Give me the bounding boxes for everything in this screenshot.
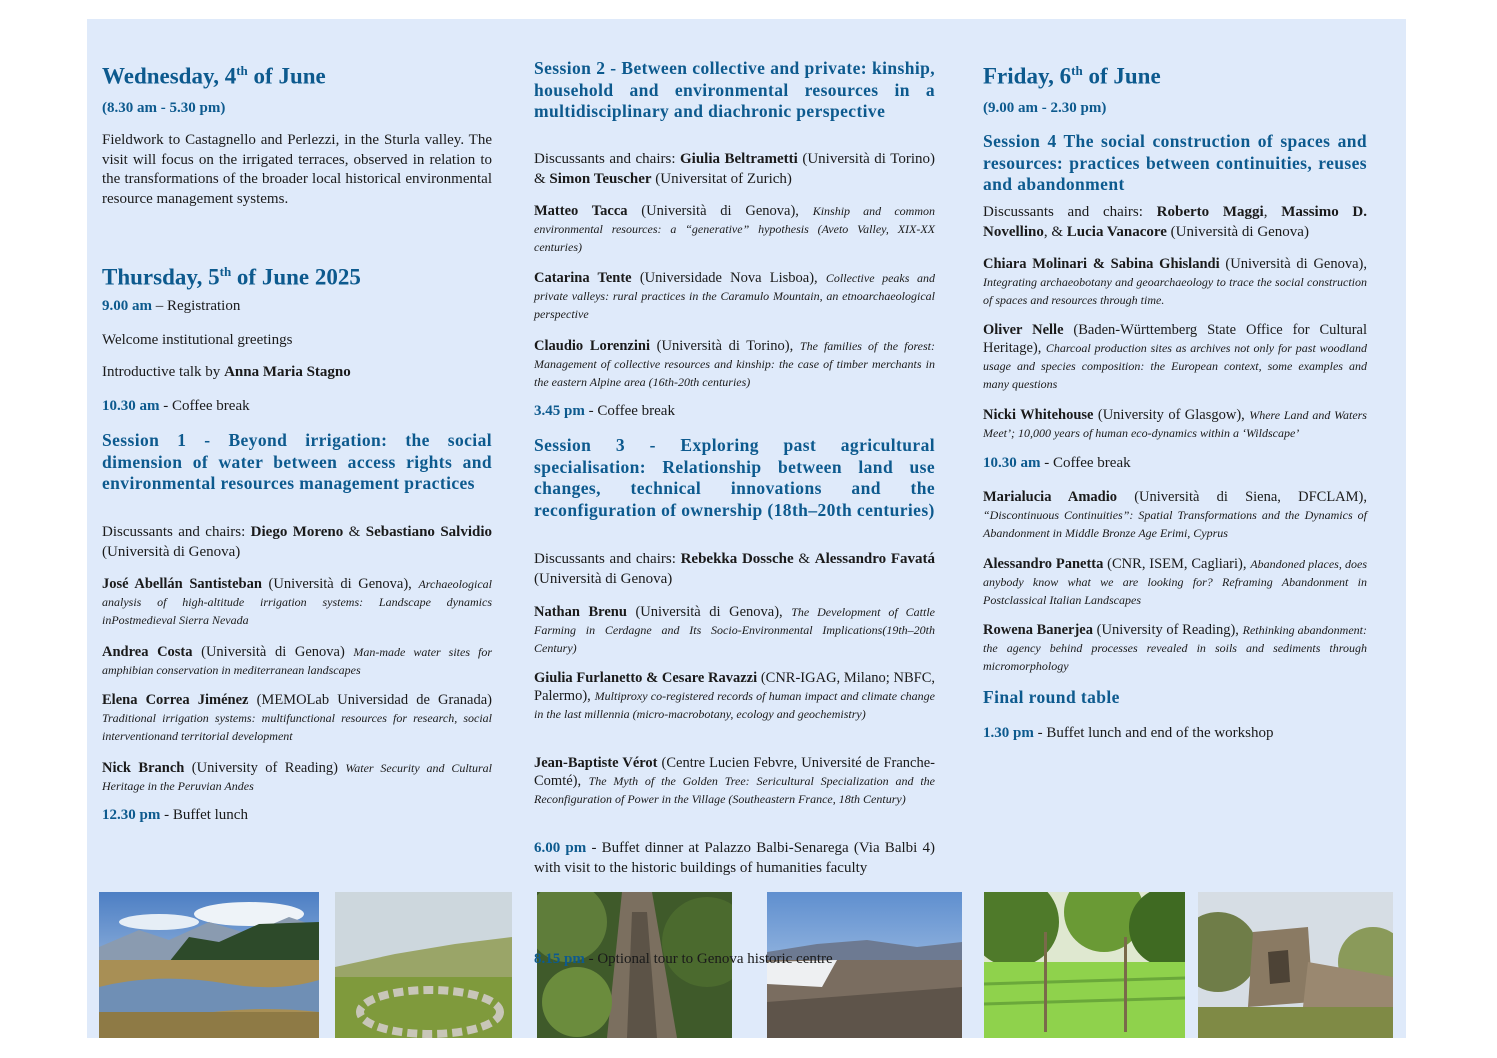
end-of-workshop: 1.30 pm - Buffet lunch and end of the workshop [983,725,1274,741]
fieldwork-text: Fieldwork to Castagnello and Perlezzi, in the Sturla valley. The visit will focus on the irrigated terraces, observed in relation to the transformations of the broader local historical environmental resource management systems. [102,132,492,207]
programme-panel [87,19,1406,1038]
session-2-title: Session 2 - Between collective and private: kinship, household and environmental resources in a multidisciplinary and diachronic perspective [534,58,935,121]
session-1-chairs: Discussants and chairs: Diego Moreno & Sebastiano Salvidio (Università di Genova) [102,524,493,560]
optional-tour: 8.15 pm - Optional tour to Genova historic centre [534,951,833,967]
photo-stone-ruin [1198,892,1393,1038]
photo-wetland-meadow [99,892,319,1038]
talk-tente: Catarina Tente (Universidade Nova Lisboa), Collective peaks and private valleys: rural practices in the Caramulo Mountain, an etnoarchaeological perspective [534,270,936,321]
buffet-lunch-thursday: 12.30 pm - Buffet lunch [102,807,248,823]
wednesday-time: (8.30 am - 5.30 pm) [102,100,226,116]
buffet-dinner: 6.00 pm - Buffet dinner at Palazzo Balbi-Senarega (Via Balbi 4) with visit to the historic buildings of humanities faculty [534,840,935,876]
talk-whitehouse: Nicki Whitehouse (University of Glasgow), Where Land and Waters Meet’; 10,000 years of human eco-dynamics within a ‘Wildscape’ [983,407,1367,440]
session-2-chairs: Discussants and chairs: Giulia Beltrametti (Università di Torino) & Simon Teuscher (Universitat of Zurich) [534,151,935,187]
talk-molinari-ghislandi: Chiara Molinari & Sabina Ghislandi (Università di Genova), Integrating archaeobotany and geoarchaeology to trace the social construction of spaces and resources through time. [983,256,1367,307]
photo-green-terraces [984,892,1185,1038]
introductive-talk: Introductive talk by Anna Maria Stagno [102,364,351,380]
talk-amadio: Marialucia Amadio (Università di Siena, DFCLAM), “Discontinuous Continuities”: Spatial Transformations and the Dynamics of Abandonment in Middle Bronze Age Erimi, Cyprus [983,489,1367,540]
talk-banerjea: Rowena Banerjea (University of Reading), Rethinking abandonment: the agency behind processes revealed in soils and sediments through micromorphology [983,622,1367,673]
session-1-title: Session 1 - Beyond irrigation: the social dimension of water between access rights and environmental resources management practices [102,430,492,493]
talk-nelle: Oliver Nelle (Baden-Württemberg State Office for Cultural Heritage), Charcoal production sites as archives not only for past woodland usage and species composition: the European context, some examples and many questions [983,322,1367,391]
session-3-chairs: Discussants and chairs: Rebekka Dossche & Alessandro Favatá (Università di Genova) [534,551,936,587]
talk-correa: Elena Correa Jiménez (MEMOLab Universidad de Granada) Traditional irrigation systems: multifunctional resources for research, social interventionand territorial development [102,692,492,743]
talk-tacca: Matteo Tacca (Università di Genova), Kinship and common environmental resources: a “generative” hypothesis (Aveto Valley, XIX-XX centuries) [534,203,935,254]
talk-costa: Andrea Costa (Università di Genova) Man-made water sites for amphibian conservation in mediterranean landscapes [102,644,492,677]
photo-stone-circle [335,892,512,1038]
talk-lorenzini: Claudio Lorenzini (Università di Torino), The families of the forest: Management of collective resources and kinship: the case of timber merchants in the eastern Alpine area (16th-20th centuries) [534,338,935,389]
talk-furlanetto-ravazzi: Giulia Furlanetto & Cesare Ravazzi (CNR-IGAG, Milano; NBFC, Palermo), Multiproxy co-registered records of human impact and climate change in the last millennia (micro-macrobotany, ecology and geochemistry) [534,670,935,721]
session-3-title: Session 3 - Exploring past agricultural specialisation: Relationship between land use changes, technical innovations and the reconfiguration of ownership (18th–20th centuries) [534,435,935,520]
coffee-break-thursday: 10.30 am - Coffee break [102,398,250,414]
talk-brenu: Nathan Brenu (Università di Genova), The Development of Cattle Farming in Cerdagne and Its Socio-Environmental Implications(19th–20th Century) [534,604,935,655]
day-title-friday: Friday, 6th of June [983,63,1161,89]
session-4-chairs: Discussants and chairs: Roberto Maggi, Massimo D. Novellino, & Lucia Vanacore (Università di Genova) [983,204,1368,240]
friday-time: (9.00 am - 2.30 pm) [983,100,1107,116]
column-thursday-afternoon [534,19,936,967]
talk-panetta: Alessandro Panetta (CNR, ISEM, Cagliari), Abandoned places, does anybody know what we are looking for? Reframing Abandonment in Postclassical Italian Landscapes [983,556,1367,607]
talk-verot: Jean-Baptiste Vérot (Centre Lucien Febvre, Université de Franche-Comté), The Myth of the Golden Tree: Sericultural Specialization and the Reconfiguration of Power in the Village (Southeastern France, 18th Century) [534,755,936,806]
talk-abellan: José Abellán Santisteban (Università di Genova), Archaeological analysis of high-altitude irrigation systems: Landscape dynamics inPostmedieval Sierra Nevada [102,576,492,627]
day-title-wednesday: Wednesday, 4th of June [102,63,326,89]
session-4-title: Session 4 The social construction of spaces and resources: practices between continuities, reuses and abandonment [983,131,1367,194]
final-round-table: Final round table [983,687,1120,707]
day-title-thursday: Thursday, 5th of June 2025 [102,264,361,290]
coffee-break-afternoon: 3.45 pm - Coffee break [534,403,675,419]
registration: 9.00 am – Registration [102,298,241,314]
coffee-break-friday: 10.30 am - Coffee break [983,455,1131,471]
welcome-greetings: Welcome institutional greetings [102,332,293,348]
talk-branch: Nick Branch (University of Reading) Water Security and Cultural Heritage in the Peruvian Andes [102,760,492,793]
